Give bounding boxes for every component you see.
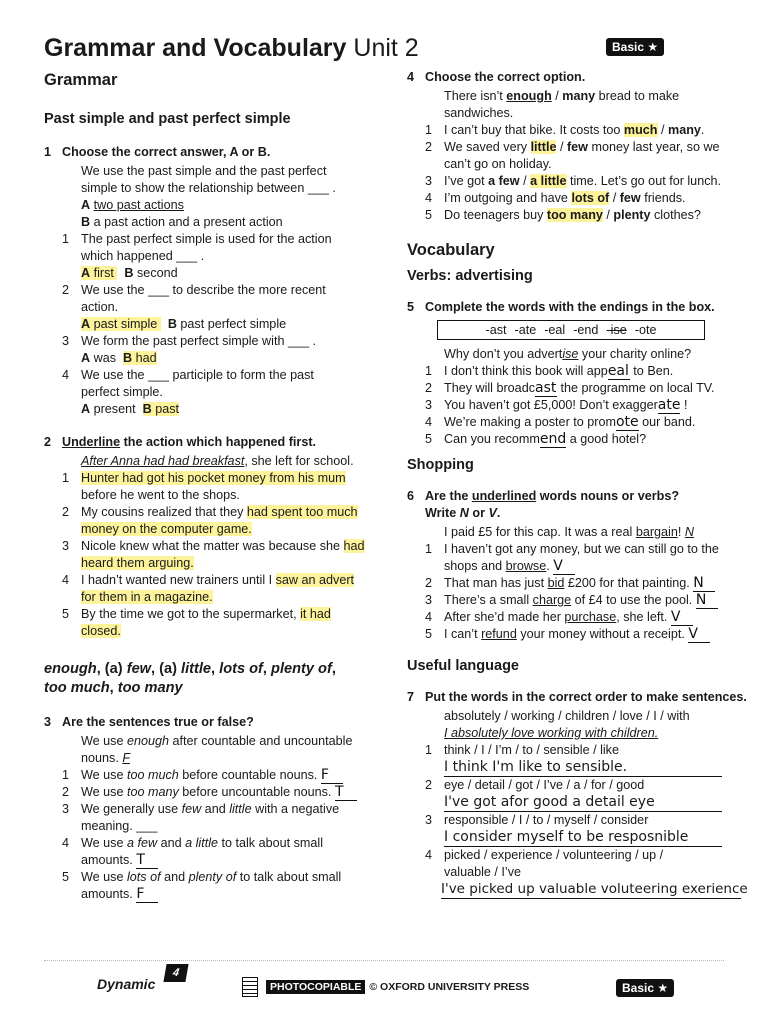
answer-field[interactable]: I consider myself to be resposnible: [444, 829, 722, 847]
list-item: 4 I hadn’t wanted new trainers until I saw an advert for them in a magazine.: [62, 573, 355, 604]
list-item: 3 You haven’t got £5,000! Don’t exaggerate !: [425, 397, 688, 413]
exercise-7-example: absolutely / working / children / love / I / with I absolutely love working with children.: [444, 709, 690, 740]
answer-field[interactable]: N: [696, 593, 718, 609]
shopping-heading: Shopping: [407, 457, 474, 473]
list-item: 4 picked / experience / volunteering / up / valuable / I’ve: [425, 848, 664, 879]
exercise-4: [407, 69, 747, 224]
exercise-1: [44, 144, 369, 418]
list-item: 2 They will broadcast the programme on local TV.: [425, 380, 715, 396]
list-item: 2 My cousins realized that they had spent too much money on the computer game.: [62, 505, 358, 536]
exercise-1-example: We use the past simple and the past perfect simple to show the relationship between ___ . A two past actions B a past action and a present action: [81, 164, 336, 229]
list-item: 3 Nicole knew what the matter was because she had heard them arguing.: [62, 539, 365, 570]
list-item: 1 I don’t think this book will appeal to Ben.: [425, 363, 674, 379]
exercise-2-example: After Anna had had breakfast, she left for school.: [81, 454, 354, 468]
list-item: 4 After she’d made her purchase, she left. V: [444, 609, 747, 626]
exercise-3-example: We use enough after countable and uncountable nouns. F: [81, 734, 353, 765]
right-column: [407, 69, 747, 899]
exercise-2-instruction: 2 Underline the action which happened first.: [44, 435, 317, 449]
section-heading-quantifiers: enough, (a) few, (a) little, lots of, plenty of, too much, too many: [44, 661, 336, 696]
answer-field[interactable]: ate: [657, 397, 681, 413]
exercise-6: [407, 488, 747, 643]
list-item: 3 There’s a small charge of £4 to use the pool. N: [444, 592, 747, 609]
list-item: 1 We use too much before countable nouns. F: [81, 767, 369, 784]
list-item: 3 We generally use few and little with a negative meaning. ___: [62, 802, 340, 833]
answer-field[interactable]: F: [321, 768, 343, 784]
list-item: 1 I haven’t got any money, but we can still go to the shops and browse. V: [425, 542, 719, 574]
answer-field[interactable]: ___: [136, 819, 158, 833]
answer-field[interactable]: I think I'm like to sensible.: [444, 759, 722, 777]
footer-divider: [44, 960, 724, 961]
answer-field[interactable]: I've got afor good a detail eye: [444, 794, 722, 812]
answer-field[interactable]: end: [539, 431, 567, 447]
list-item: 2 We use the ___ to describe the more recent action. A past simple B past perfect simple: [62, 283, 326, 331]
exercise-4-example: There isn’t enough / many bread to make sandwiches.: [444, 89, 680, 120]
answer-field[interactable]: I've picked up valuable voluteering exerience: [441, 881, 748, 897]
dynamic-logo: Dynamic 4: [97, 976, 155, 992]
answer-field[interactable]: V: [688, 627, 710, 643]
answer-field[interactable]: T: [136, 853, 158, 869]
copyright-notice: PHOTOCOPIABLE © OXFORD UNIVERSITY PRESS: [242, 977, 529, 997]
exercise-5-instruction: 5 Complete the words with the endings in the box.: [407, 300, 715, 314]
list-item: 2 That man has just bid £200 for that painting. N: [444, 575, 747, 592]
left-column: [44, 70, 369, 903]
list-item: 3 We form the past perfect simple with ___ . A was B had: [62, 334, 316, 365]
answer-field[interactable]: V: [671, 610, 693, 626]
answer-field[interactable]: V: [553, 559, 575, 575]
list-item: 4 We use a few and a little to talk about small amounts. T: [62, 836, 323, 868]
exercise-1-instruction: 1 Choose the correct answer, A or B.: [44, 145, 271, 159]
exercise-5-example: Why don’t you advertise your charity online?: [444, 347, 692, 361]
list-item: 1 Hunter had got his pocket money from his mum before he went to the shops.: [62, 471, 346, 502]
level-badge: Basic ★: [606, 38, 664, 56]
list-item: 3 responsible / I / to / myself / consider: [425, 813, 649, 827]
list-item: 5 We use lots of and plenty of to talk about small amounts. F: [62, 870, 342, 902]
exercise-6-instruction: 6 Are the underlined words nouns or verbs? Write N or V.: [407, 489, 680, 520]
list-item: 5 By the time we got to the supermarket, it had closed.: [62, 607, 331, 638]
list-item: 5 I can’t refund your money without a receipt. V: [444, 626, 747, 643]
answer-field[interactable]: ote: [615, 414, 639, 430]
page-title: Grammar and Vocabulary Unit 2: [44, 34, 419, 62]
answer-field[interactable]: N: [693, 576, 715, 592]
answer-field[interactable]: T: [335, 785, 357, 801]
answer-field[interactable]: ast: [535, 380, 557, 396]
exercise-3: [44, 714, 369, 903]
word-box: -ast -ate -eal -end -ise -ote: [437, 320, 705, 340]
exercise-3-instruction: 3 Are the sentences true or false?: [44, 715, 254, 729]
list-item: 1 I can’t buy that bike. It costs too much / many.: [425, 123, 705, 137]
list-item: 5 Can you recommend a good hotel?: [425, 431, 647, 447]
photocopy-icon: [242, 977, 258, 997]
list-item: 2 eye / detail / got / I’ve / a / for / good: [425, 778, 645, 792]
exercise-5: [407, 299, 747, 448]
list-item: 2 We saved very little / few money last year, so we can’t go on holiday.: [425, 140, 720, 171]
exercise-2: [44, 434, 369, 640]
answer-field[interactable]: eal: [607, 363, 629, 379]
answer-field[interactable]: F: [136, 887, 158, 903]
exercise-7: [407, 689, 747, 899]
exercise-6-example: I paid £5 for this cap. It was a real bargain! N: [444, 525, 694, 539]
verbs-advertising-heading: Verbs: advertising: [407, 268, 533, 284]
list-item: 3 I’ve got a few / a little time. Let’s go out for lunch.: [425, 174, 721, 188]
list-item: 4 We’re making a poster to promote our band.: [425, 414, 696, 430]
section-heading-past: Past simple and past perfect simple: [44, 111, 291, 127]
list-item: 4 We use the ___ participle to form the past perfect simple. A present B past: [62, 368, 314, 416]
list-item: 2 We use too many before uncountable nouns. T: [81, 784, 369, 801]
useful-language-heading: Useful language: [407, 658, 519, 674]
exercise-7-instruction: 7 Put the words in the correct order to make sentences.: [407, 690, 747, 704]
list-item: 4 I’m outgoing and have lots of / few friends.: [425, 191, 686, 205]
list-item: 1 think / I / I’m / to / sensible / like: [425, 743, 619, 757]
grammar-heading: Grammar: [44, 71, 118, 89]
level-badge-footer: Basic ★: [616, 979, 674, 997]
exercise-4-instruction: 4 Choose the correct option.: [407, 70, 586, 84]
list-item: 5 Do teenagers buy too many / plenty clothes?: [425, 208, 701, 222]
list-item: 1 The past perfect simple is used for the action which happened ___ . A first B second: [62, 232, 332, 280]
vocabulary-heading: Vocabulary: [407, 241, 495, 259]
